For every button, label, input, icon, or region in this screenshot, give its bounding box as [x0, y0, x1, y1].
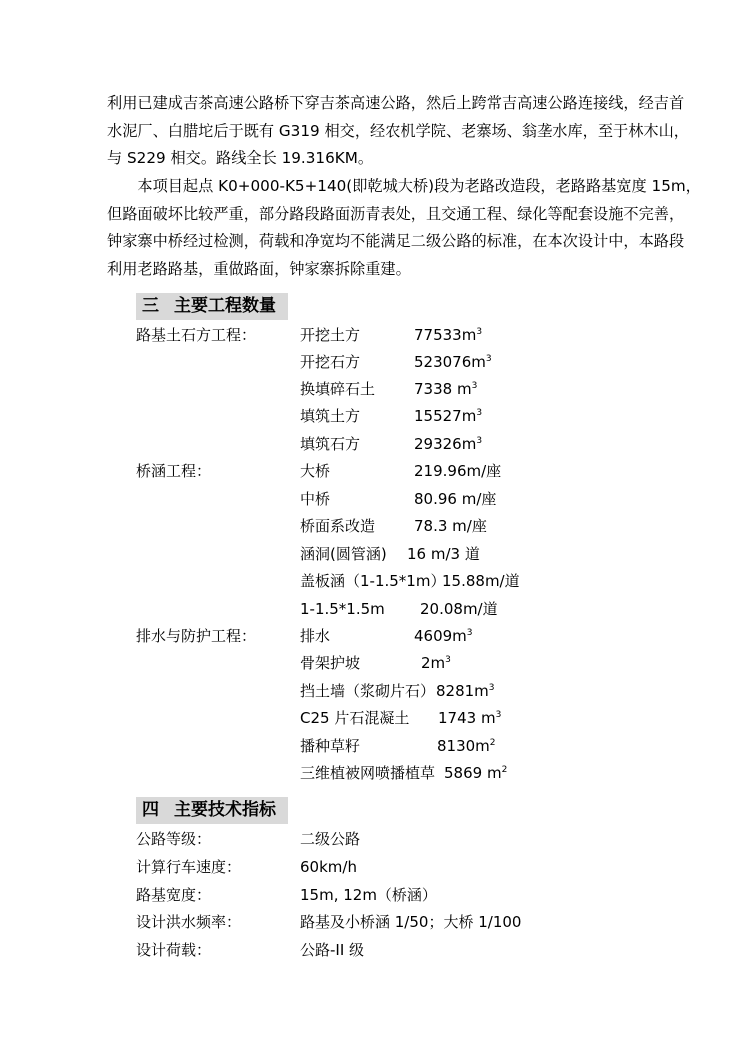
quantity-item-name: 三维植被网喷播植草	[300, 764, 436, 782]
spec-value: 二级公路	[300, 830, 361, 848]
quantity-item-name: 中桥	[300, 490, 331, 508]
category-label: 排水与防护工程：	[136, 627, 257, 645]
quantity-item-value: $15527m^3$	[414, 407, 483, 425]
quantity-item-name: 挡土墙（浆砌片石）	[300, 682, 436, 700]
text-line: 但路面破坏比较严重，部分路段路面沥青表处，且交通工程、绿化等配套设施不完善，	[107, 204, 685, 223]
quantity-item-value: 20.08m/道	[420, 600, 498, 618]
quantity-item-value: $8130m^2$	[437, 737, 496, 755]
quantity-item-name: 填筑石方	[300, 435, 361, 453]
quantity-item-name: 填筑土方	[300, 407, 361, 425]
spec-value: 路基及小桥涵 1/50；大桥 1/100	[300, 913, 522, 931]
section-title: 主要技术指标	[174, 800, 276, 820]
quantity-item-name: 开挖土方	[300, 326, 361, 344]
quantity-item-value: $4609m^3$	[414, 627, 473, 645]
text-line: 利用老路路基，重做路面，钟家寨拆除重建。	[107, 259, 411, 278]
section-title: 主要工程数量	[174, 296, 276, 316]
spec-value: 公路-II 级	[300, 941, 365, 959]
section-heading-4	[136, 797, 288, 824]
quantity-item-value: $2m^3$	[421, 654, 451, 672]
text-line: 利用已建成吉茶高速公路桥下穿吉茶高速公路，然后上跨常吉高速公路连接线，经吉首	[107, 94, 685, 112]
quantity-item-value: $77533m^3$	[414, 326, 483, 344]
quantity-item-name: 1-1.5*1.5m	[300, 600, 385, 618]
quantity-item-value: $29326m^3$	[414, 435, 483, 453]
spec-label: 设计洪水频率：	[136, 913, 242, 931]
text-line: 与 S229 相交。路线全长 19.316KM。	[107, 149, 374, 167]
intro-paragraph-2	[107, 173, 701, 283]
section-number: 四	[142, 800, 159, 820]
quantity-item-value: 15.88m/道	[442, 572, 520, 590]
spec-label: 设计荷载：	[136, 941, 212, 959]
quantity-item-name: 涵洞(圆管涵)	[300, 545, 387, 563]
category-label: 桥涵工程：	[136, 462, 212, 480]
spec-value: 15m, 12m（桥涵）	[300, 886, 437, 904]
quantity-item-value: 5869 $m^2$	[444, 764, 508, 782]
quantity-item-value: 7338 $m^3$	[414, 380, 478, 398]
quantity-item-value: $8281m^3$	[436, 682, 495, 700]
quantity-item-value: 1743 $m^3$	[438, 709, 502, 727]
quantity-item-name: 桥面系改造	[300, 517, 376, 535]
spec-value: 60km/h	[300, 858, 357, 876]
quantity-item-name: 换填碎石土	[300, 380, 376, 398]
quantity-item-value: $523076m^3$	[414, 353, 492, 371]
text-line: 水泥厂、白腊坨后于既有 G319 相交，经农机学院、老寨场、翁垄水库，至于林木山，	[107, 121, 689, 140]
spec-label: 路基宽度：	[136, 886, 212, 904]
intro-paragraph-1	[107, 90, 689, 173]
quantity-item-name: 开挖石方	[300, 353, 361, 371]
spec-label: 公路等级：	[136, 830, 212, 848]
quantity-item-value: 16 m/3 道	[407, 545, 480, 563]
quantity-item-value: 80.96 m/座	[414, 490, 497, 508]
quantity-item-value: 78.3 m/座	[414, 517, 487, 535]
quantity-item-name: 播种草籽	[300, 737, 361, 755]
section-heading-3	[136, 293, 288, 320]
quantity-item-name: 大桥	[300, 462, 331, 480]
quantity-item-name: 盖板涵（1-1.5*1m）	[300, 572, 446, 590]
spec-label: 计算行车速度：	[136, 858, 242, 876]
text-line: 钟家寨中桥经过检测，荷载和净宽均不能满足二级公路的标准，在本次设计中，本路段	[107, 232, 685, 250]
quantity-item-name: 排水	[300, 627, 331, 645]
text-line: 本项目起点 K0+000-K5+140(即乾城大桥)段为老路改造段，老路路基宽度 15m，	[107, 177, 701, 195]
quantity-item-name: C25 片石混凝土	[300, 709, 410, 727]
category-label: 路基土石方工程：	[136, 326, 257, 344]
quantity-item-name: 骨架护坡	[300, 654, 361, 672]
section-number: 三	[142, 296, 159, 316]
quantity-item-value: 219.96m/座	[414, 462, 502, 480]
